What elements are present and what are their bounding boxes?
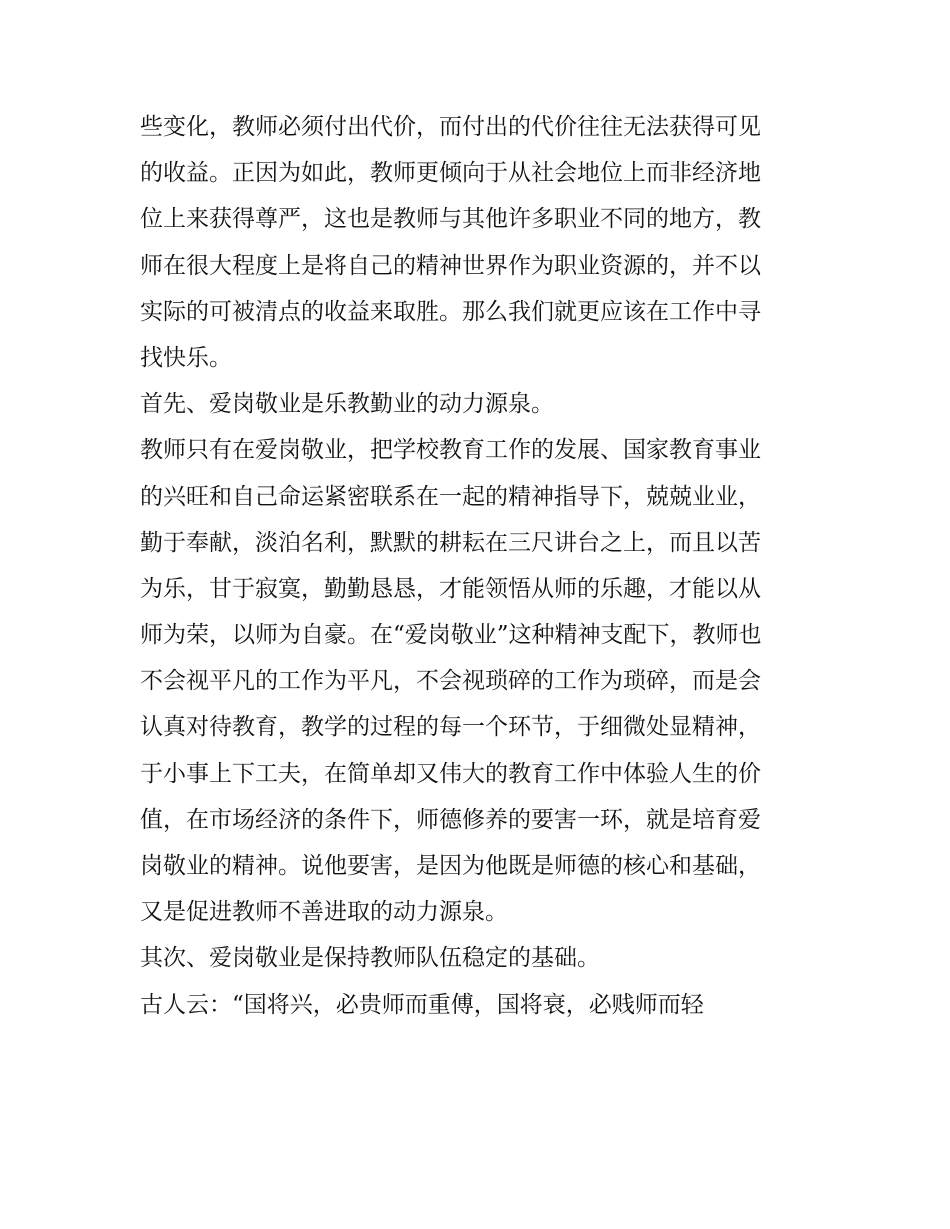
text-line: 的收益。正因为如此，教师更倾向于从社会地位上而非经济地 — [140, 160, 761, 187]
text-line: 值，在市场经济的条件下，师德修养的要害一环，就是培育爱 — [140, 806, 761, 833]
text-line: 不会视平凡的工作为平凡，不会视琐碎的工作为琐碎，而是会 — [140, 668, 761, 695]
text-line: 认真对待教育，教学的过程的每一个环节，于细微处显精神， — [140, 714, 761, 741]
text-line: 岗敬业的精神。说他要害，是因为他既是师德的核心和基础， — [140, 853, 761, 879]
body-text — [140, 104, 820, 1028]
text-line: 勤于奉献，淡泊名利，默默的耕耘在三尺讲台之上，而且以苦 — [140, 529, 761, 556]
section-heading: 其次、爱岗敬业是保持教师队伍稳定的基础。 — [140, 945, 600, 972]
text-line: 教师只有在爱岗敬业，把学校教育工作的发展、国家教育事业 — [140, 437, 761, 464]
text-line: 位上来获得尊严，这也是教师与其他许多职业不同的地方，教 — [140, 206, 761, 233]
text-line: 为乐，甘于寂寞，勤勤恳恳，才能领悟从师的乐趣，才能以从 — [140, 575, 761, 602]
text-line: 又是促进教师不善进取的动力源泉。 — [140, 899, 508, 926]
text-line: 找快乐。 — [140, 344, 232, 371]
text-line: 的兴旺和自己命运紧密联系在一起的精神指导下，兢兢业业， — [140, 483, 761, 510]
text-line: 古人云：“国将兴，必贵师而重傅，国将衰，必贱师而轻 — [140, 991, 704, 1018]
text-line: 于小事上下工夫，在简单却又伟大的教育工作中体验人生的价 — [140, 760, 761, 787]
text-line: 些变化，教师必须付出代价，而付出的代价往往无法获得可见 — [140, 114, 761, 140]
text-line: 师在很大程度上是将自己的精神世界作为职业资源的，并不以 — [140, 252, 761, 279]
text-line: 实际的可被清点的收益来取胜。那么我们就更应该在工作中寻 — [140, 298, 761, 325]
section-heading: 首先、爱岗敬业是乐教勤业的动力源泉。 — [140, 391, 554, 418]
text-line: 师为荣，以师为自豪。在“爱岗敬业”这种精神支配下，教师也 — [140, 622, 762, 649]
